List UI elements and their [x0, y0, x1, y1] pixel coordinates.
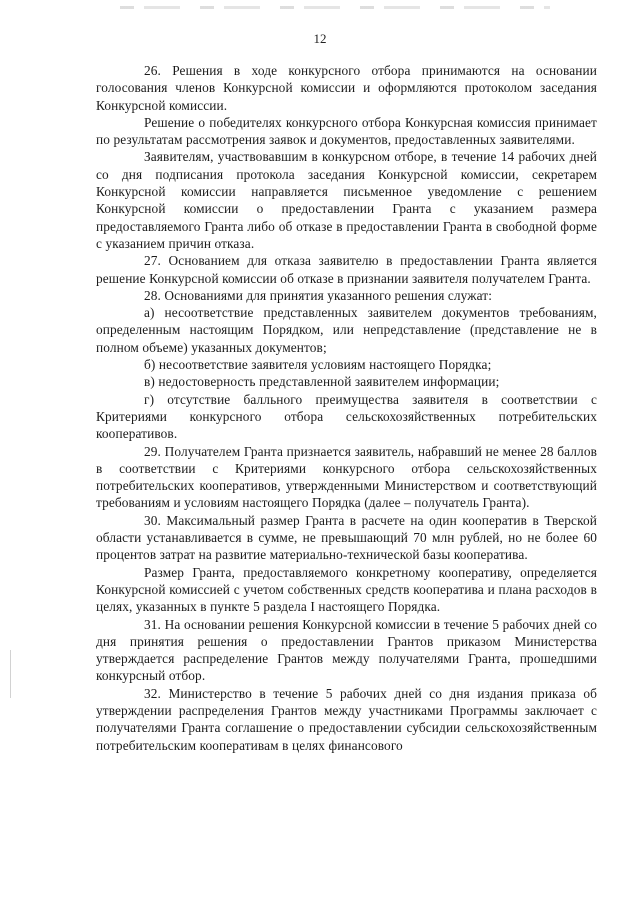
paragraph-winners-decision: Решение о победителях конкурсного отбора Конкурсная комиссия принимает по результатам рассмотрения заявок и документов, предоставленных заявителями. — [96, 114, 597, 148]
scan-artifact-top — [120, 6, 550, 9]
list-item-b: б) несоответствие заявителя условиям настоящего Порядка; — [144, 357, 492, 373]
scan-artifact-left — [10, 650, 11, 698]
paragraph-notification: Заявителям, участвовавшим в конкурсном отборе, в течение 14 рабочих дней со дня подписания протокола заседания Конкурсной комиссии, секретарем Конкурсной комиссии направляется письменное уведомление с решением Конкурсной комиссии о предоставлении Гранта с указанием размера предоставляемого Гранта либо об отказе в предоставлении Гранта в свободной форме с указанием причин отказа. — [96, 149, 597, 251]
paragraph-29-recipient: 29. Получателем Гранта признается заявитель, набравший не менее 28 баллов в соответствии с Критериями конкурсного отбора сельскохозяйственных потребительских кооперативов, утвержденными Министерством и соответствующий требованиям и условиям настоящего Порядка (далее – получатель Гранта). — [96, 443, 597, 511]
paragraph-grant-size: Размер Гранта, предоставляемого конкретному кооперативу, определяется Конкурсной комиссией с учетом собственных средств кооператива и плана расходов в целях, указанных в пункте 5 раздела I настоящего Порядка. — [96, 564, 597, 615]
paragraph-30-max-grant: 30. Максимальный размер Гранта в расчете на один кооператив в Тверской области устанавливается в сумме, не превышающий 70 млн рублей, но не более 60 процентов затрат на развитие материально-технической базы кооператива. — [96, 512, 597, 563]
paragraph-32-agreement: 32. Министерство в течение 5 рабочих дней со дня издания приказа об утверждении распределения Грантов между участниками Программы заключает с получателями Гранта соглашение о предоставлении субсидии сельскохозяйственным потребительским кооперативам в целях финансового — [96, 685, 597, 753]
paragraph-27-refusal-basis: 27. Основанием для отказа заявителю в предоставлении Гранта является решение Конкурсной комиссии об отказе в признании заявителя получателем Гранта. — [96, 253, 597, 286]
paragraph-28-grounds: 28. Основаниями для принятия указанного решения служат: — [144, 287, 493, 303]
list-item-v: в) недостоверность представленной заявителем информации; — [144, 374, 500, 390]
paragraph-26-decisions: 26. Решения в ходе конкурсного отбора принимаются на основании голосования членов Конкурсной комиссии и оформляются протоколом заседания Конкурсной комиссии. — [96, 63, 597, 113]
document-body — [96, 62, 597, 754]
paragraph-31-distribution: 31. На основании решения Конкурсной комиссии в течение 5 рабочих дней со дня принятия решения о предоставлении Грантов приказом Министерства утверждается распределение Грантов между получателями Гранта, прошедшими конкурсный отбор. — [96, 616, 597, 684]
list-item-g: г) отсутствие балльного преимущества заявителя в соответствии с Критериями конкурсного отбора сельскохозяйственных потребительских кооперативов. — [96, 391, 597, 442]
page-number: 12 — [313, 31, 327, 46]
list-item-a: а) несоответствие представленных заявителем документов требованиям, определенным настоящим Порядком, или непредставление (представление не в полном объеме) указанных документов; — [96, 305, 597, 355]
